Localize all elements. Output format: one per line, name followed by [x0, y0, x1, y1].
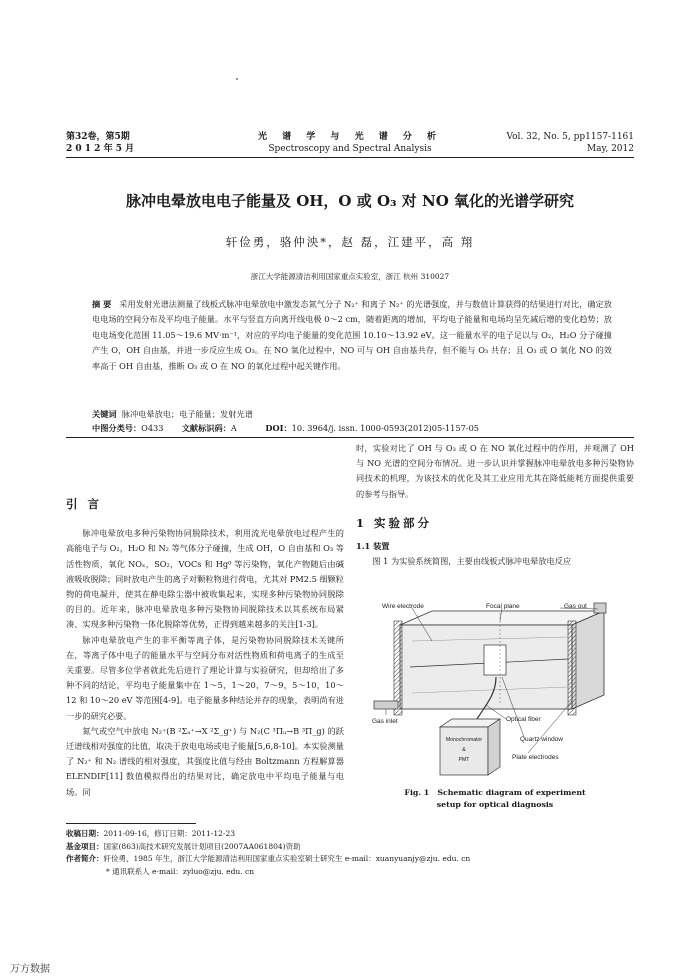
- label-pmt: PMT: [458, 757, 470, 763]
- footnote-rule: [66, 823, 196, 824]
- label-monochromator: Monochromator: [445, 737, 483, 743]
- journal-name-en: Spectroscopy and Spectral Analysis: [268, 144, 432, 154]
- right-paragraph-1: 时，实验对比了 OH 与 O₃ 或 O 在 NO 氧化过程中的作用，并观测了 OH 与 NO 光谱的空间分布情况。进一步认识并掌握脉冲电晕放电多种污染物协同技术的机理，为该技术的优化及其工业应用尤其在降低能耗方面提供重要的参考与指导。: [356, 443, 634, 499]
- label-gas-inlet: Gas inlet: [372, 718, 398, 725]
- issue-info-en: [506, 131, 634, 155]
- figure-1-caption: [356, 787, 634, 811]
- clc-value: O433: [141, 423, 164, 433]
- clc-label: 中图分类号：: [92, 423, 142, 433]
- reactor-body: [394, 611, 604, 715]
- label-gas-out: Gas out: [564, 603, 587, 610]
- volume-cn: 第32卷，第5期: [66, 132, 130, 142]
- subsection-1-1-heading: 1.1 装置: [356, 541, 390, 552]
- affiliation: 浙江大学能源清洁利用国家重点实验室，浙江 杭州 310027: [250, 272, 450, 281]
- right-column: [356, 441, 634, 569]
- corresponding-author: * 通讯联系人 e-mail：zyluo@zju. edu. cn: [106, 866, 255, 876]
- label-plate-electrodes: Plate electrodes: [512, 754, 559, 761]
- experiment-schematic: [372, 601, 622, 779]
- label-ampersand: &: [462, 747, 466, 753]
- date-cn: 2 0 1 2 年 5 月: [66, 144, 135, 154]
- author-list: 轩俭勇，骆仲泱*，赵 磊，江建平，高 翔: [225, 235, 475, 249]
- label-quartz-window: Quartz window: [520, 736, 563, 743]
- fund-label: 基金项目：: [66, 841, 104, 851]
- figure-caption-line-2: setup for optical diagnosis: [436, 800, 554, 809]
- paper-title: 脉冲电晕放电电子能量及 OH，O 或 O₃ 对 NO 氧化的光谱学研究: [125, 192, 575, 210]
- bio-text: 轩俭勇，1985 年生，浙江大学能源清洁利用国家重点实验室硕士研究生 e-mail：xuanyuanjy@zju. edu. cn: [103, 854, 471, 863]
- intro-paragraph-3: 氮气或空气中放电 N₂⁺(B ²Σᵤ⁺→X ²Σ_g⁺) 与 N₂(C ³Πᵤ→B ³Π_g) 的跃迁谱线相对强度的比值，取决于放电电场或电子能量[5,6,8-10]。本实验测量了 N₂⁺ 和 N₂ 谱线的相对强度，其强度比值与经由 Boltzmann 方程解算器 ELENDIF[11] 数值模拟得出的结果对比，确定放电中平均电子能量与电场。同: [66, 725, 344, 797]
- keywords-label: 关键词: [92, 409, 117, 419]
- doi-label: DOI：: [265, 423, 292, 433]
- keywords-block: [92, 407, 612, 435]
- left-column: [66, 497, 344, 800]
- watermark-text: 万方数据: [10, 964, 50, 975]
- label-focal-plane: Focal plane: [486, 603, 520, 610]
- gas-out-pipe: [594, 603, 606, 613]
- quartz-window-shape: [484, 645, 506, 675]
- abstract-label: 摘 要: [92, 299, 112, 309]
- keywords-text: 脉冲电晕放电；电子能量；发射光谱: [121, 409, 253, 419]
- abstract-rule: [66, 437, 634, 438]
- label-wire-electrode: Wire electrode: [382, 603, 424, 610]
- volume-en: Vol. 32, No. 5, pp1157-1161: [506, 132, 634, 142]
- footnotes: [66, 828, 634, 878]
- doc-code-label: 文献标识码：: [181, 423, 231, 433]
- received-label: 收稿日期：: [66, 829, 104, 838]
- received-date: 2011-09-16，修订日期：2011-12-23: [103, 829, 235, 838]
- figure-caption-line-1: Schematic diagram of experiment: [437, 788, 586, 797]
- right-paragraph-2: 图 1 为实验系统简图，主要由线板式脉冲电晕放电反应: [372, 556, 572, 567]
- intro-paragraph-1: 脉冲电晕放电多种污染物协同脱除技术，利用流光电晕放电过程产生的高能电子与 O₂，H₂O 和 N₂ 等气体分子碰撞，生成 OH，O 自由基和 O₃ 等活性物质，氧化 NOₓ，SO₂，VOCs 和 Hg⁰ 等污染物，氧化产物随后由碱液吸收脱除；同时放电产生的离子对颗粒物进行荷电，尤其对 PM2.5 细颗粒物的荷电凝并，使其在静电除尘器中被收集起来，实现多种污染物协同脱除的目的。近年来，脉冲电晕放电多种污染物协同脱除技术以其系统布局紧凑、实现多种污染物一体化脱除等优势，正得到越来越多的关注[1-3]。: [66, 528, 344, 630]
- figure-caption-number: Fig. 1: [404, 788, 430, 797]
- intro-paragraph-2: 脉冲电晕放电产生的非平衡等离子体，是污染物协同脱除技术关键所在，等离子体中电子的能量水平与空间分布对活性物质和荷电离子的生成至关重要。尽管多位学者就此先后进行了理论计算与实验研究，但却给出了多种不同的结论，平均电子能量集中在 1～5，1～20，7～9，5～10，10～12 和 10～20 eV 等范围[4-9]。电子能量多种结论并存的现象，表明尚有进一步的研究必要。: [66, 634, 344, 721]
- figure-1: [372, 601, 622, 779]
- bio-label: 作者简介：: [66, 854, 104, 863]
- section-1-heading: 1 实验部分: [356, 515, 433, 530]
- abstract: [92, 297, 612, 374]
- fund-text: 国家(863)高技术研究发展计划项目(2007AA061804)资助: [103, 841, 301, 851]
- date-en: May, 2012: [586, 144, 634, 154]
- abstract-text: 采用发射光谱法测量了线板式脉冲电晕放电中激发态氮气分子 N₂⁺ 和离子 N₂⁺ 的光谱强度，并与数值计算获得的结果进行对比，确定放电电场的空间分布及平均电子能量。水平与竖直方向离开线电极 0～2 cm，随着距离的增加，平均电子能量和电场均呈先减后增的变化趋势；放电电场变化范围 11.05～19.6 MV·m⁻¹，对应的平均电子能量的变化范围 10.10～13.92 eV。这一能量水平的电子足以与 O₂，H₂O 分子碰撞产生 O，OH 自由基，并进一步反应生成 O₃。在 NO 氧化过程中，NO 可与 OH 自由基共存，但不能与 O₃ 共存；且 O₃ 或 O 氧化 NO 的效率高于 OH 自由基，推断 O₃ 或 O 在 NO 的氧化过程中起关键作用。: [92, 299, 612, 371]
- scan-speck: [236, 78, 238, 80]
- label-optical-fiber: Optical fiber: [506, 716, 541, 723]
- doi-value: 10. 3964/j. issn. 1000-0593(2012)05-1157-05: [291, 423, 479, 433]
- gas-inlet-pipe: [374, 701, 398, 709]
- header-rule: [66, 157, 634, 158]
- journal-name-cn: 光 谱 学 与 光 谱 分 析: [258, 132, 442, 142]
- intro-heading: 引 言: [66, 497, 103, 511]
- doc-code-value: A: [230, 423, 237, 433]
